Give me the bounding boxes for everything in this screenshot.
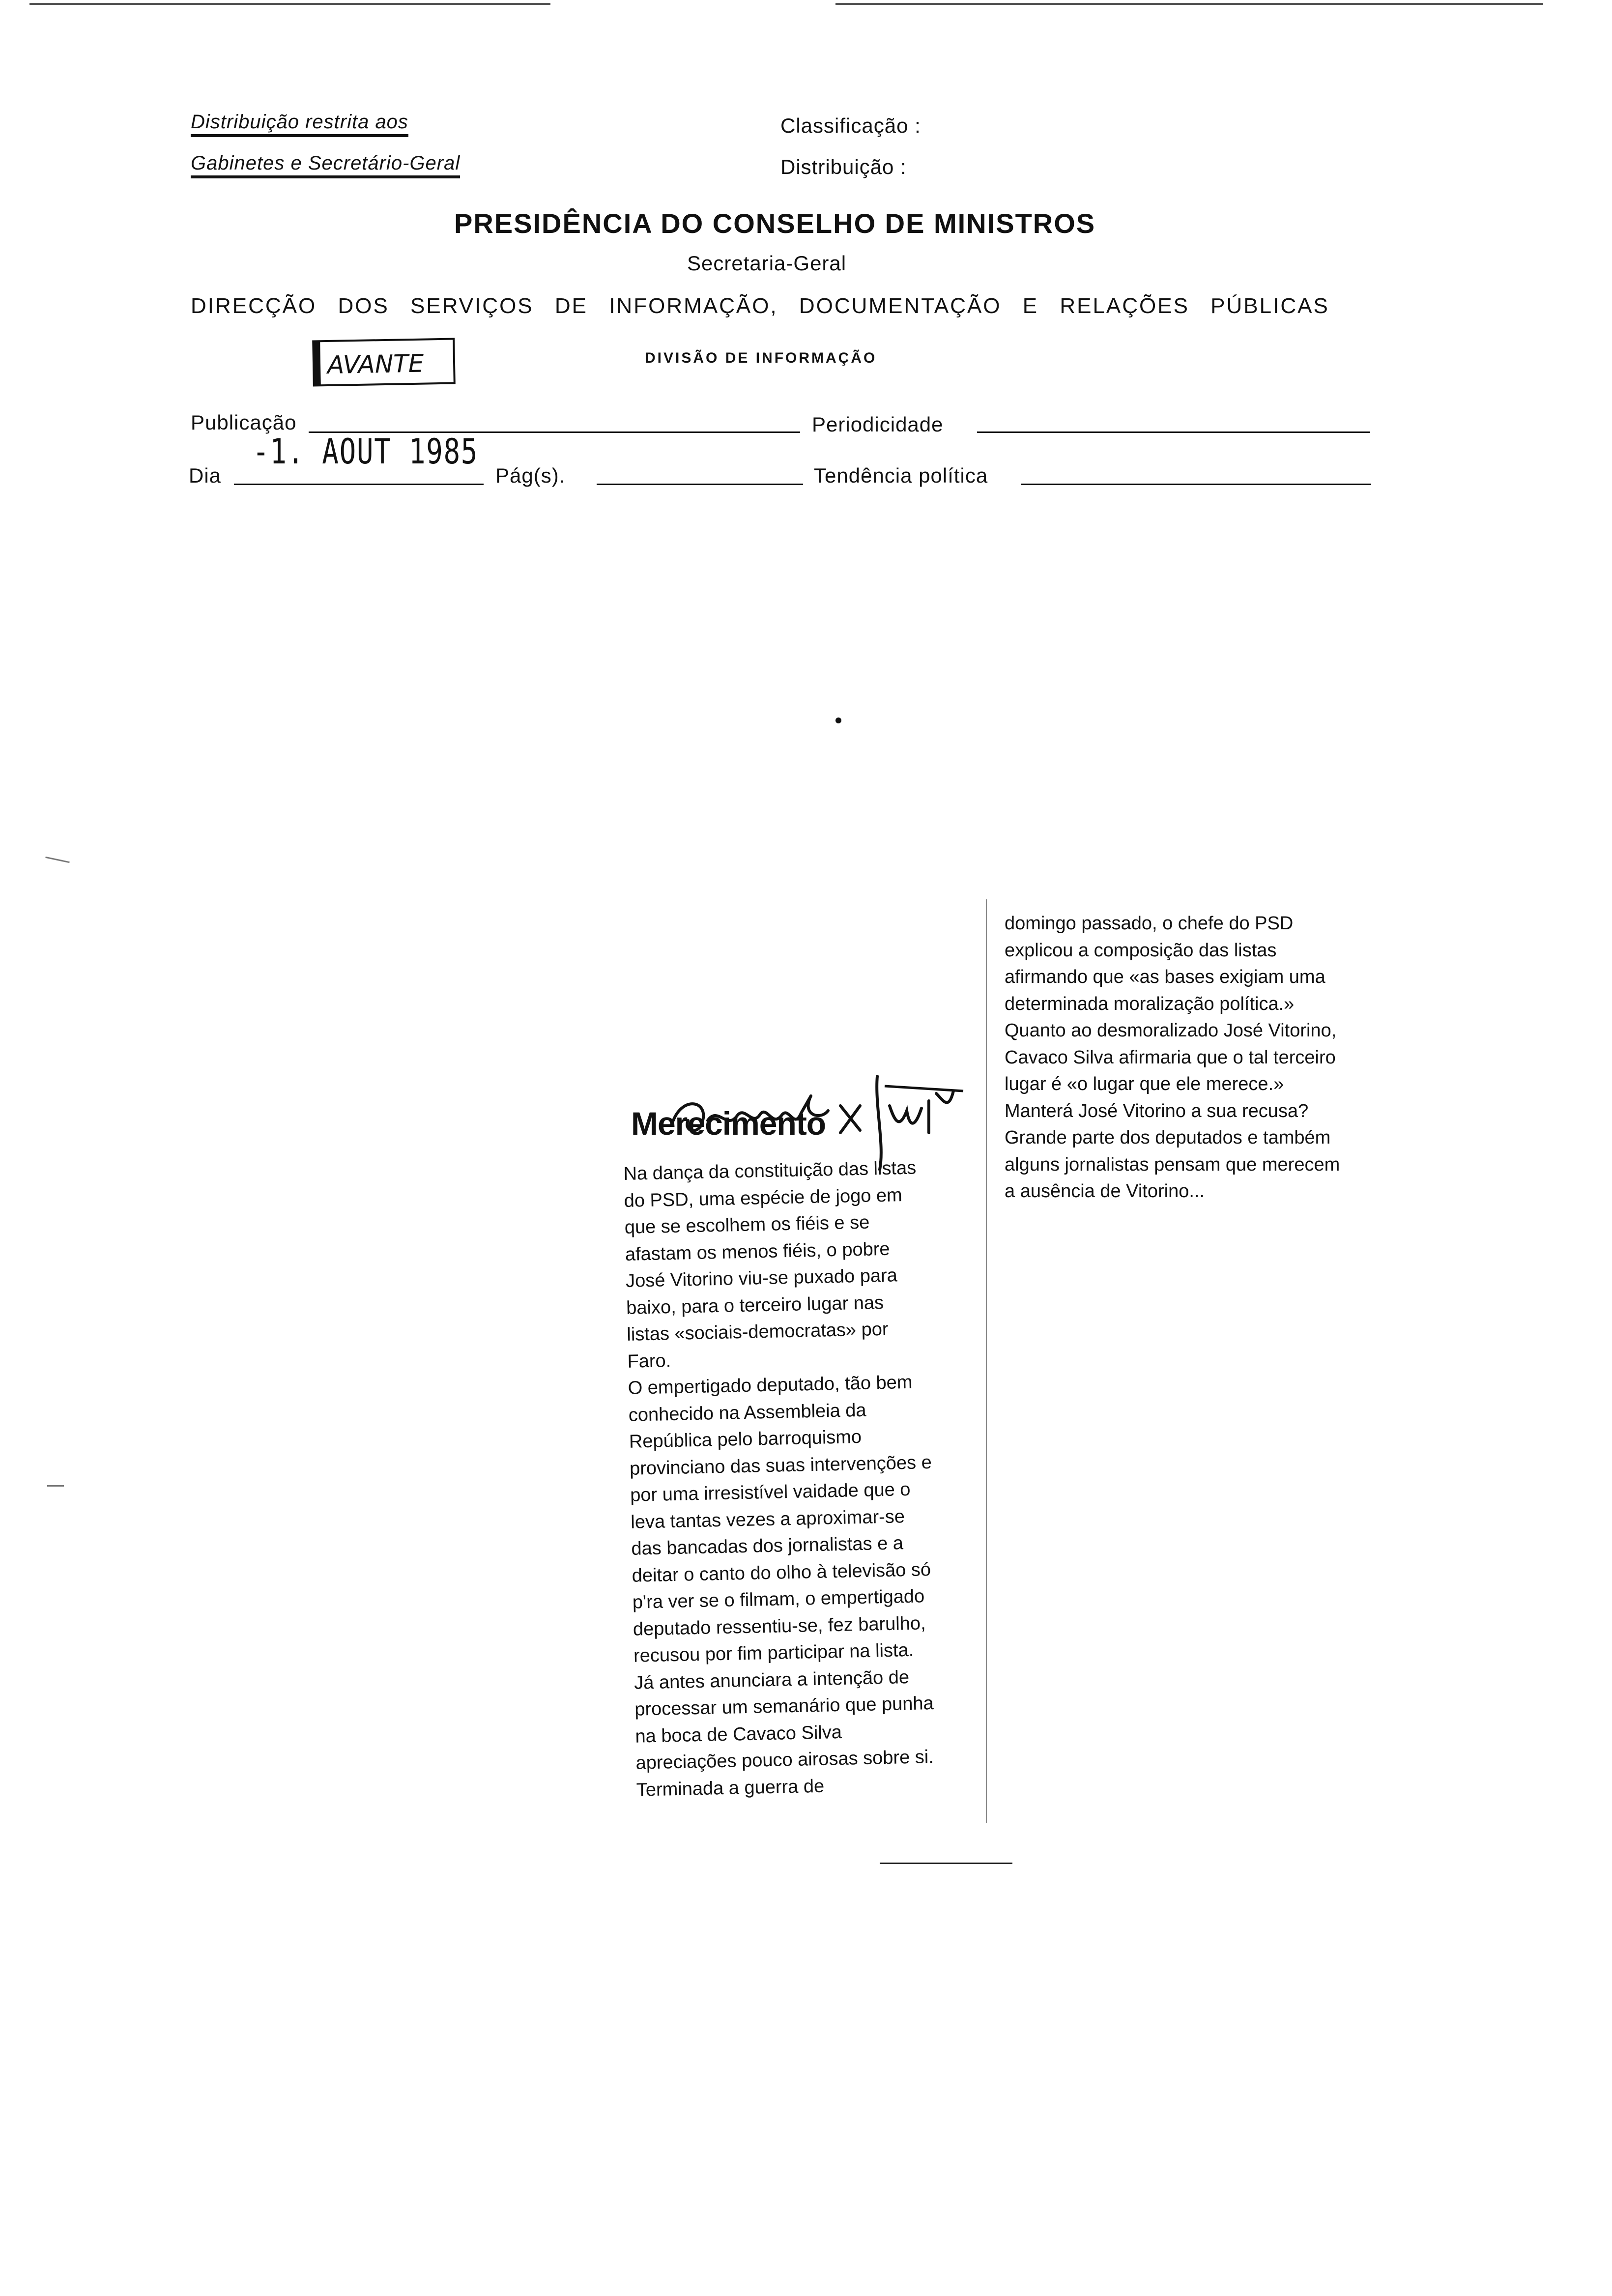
article-paragraph: Na dança da constituição das listas do PSD, uma espécie de jogo em que se escolhem os fiéis e se afastam os menos fiéis, o pobre José Vitorino viu-se puxado para baixo, para o terceiro lugar nas listas «sociais-democratas» por Faro. [623, 1157, 917, 1372]
periodicidade-rule [977, 431, 1370, 433]
tendencia-rule [1021, 484, 1371, 485]
clipping-edge-bottom [880, 1863, 1012, 1864]
article-paragraph: O empertigado deputado, tão bem conhecido na Assembleia da República pelo barroquismo provinciano das suas intervenções e por uma irresistível vaidade que o leva tantas vezes a aproximar-se das bancadas dos jornalistas e a deitar o canto do olho à televisão só p'ra ver se o filmam, o empertigado deputado ressentiu-se, fez barulho, recusou por fim participar na lista. Já antes anunciara a intenção de processar um semanário que punha na boca de Cavaco Silva apreciações pouco airosas sobre si. Terminada a guerra de [628, 1372, 934, 1801]
pags-rule [597, 484, 803, 485]
tendencia-label: Tendência política [814, 464, 988, 487]
margin-mark [45, 857, 70, 863]
classificacao-label: Classificação : [780, 114, 921, 137]
dia-date-stamp: -1. AOUT 1985 [253, 431, 479, 472]
division-label: DIVISÃO DE INFORMAÇÃO [645, 350, 877, 366]
scan-artifact-line [835, 3, 1543, 5]
org-title: PRESIDÊNCIA DO CONSELHO DE MINISTROS [454, 208, 1096, 239]
distribution-note-line1: Distribuição restrita aos [191, 111, 408, 137]
dia-label: Dia [189, 464, 222, 487]
org-subtitle: Secretaria-Geral [687, 252, 847, 275]
dot-mark [835, 718, 841, 723]
article-column-2 [1005, 910, 1344, 1205]
publicacao-label: Publicação [191, 411, 297, 434]
distribuicao-label: Distribuição : [780, 155, 907, 178]
article-paragraph: domingo passado, o chefe do PSD explicou a composição das listas afirmando que «as bases exigiam uma determinada moralização política.» Quanto ao desmoralizado José Vitorino, Cavaco Silva afirmaria que o tal terceiro lugar é «o lugar que ele merece.» Manterá José Vitorino a sua recusa? Grande parte dos deputados e também alguns jornalistas pensam que merecem a ausência de Vitorino... [1005, 913, 1340, 1202]
scan-artifact-line [29, 3, 550, 5]
distribution-note-line2: Gabinetes e Secretário-Geral [191, 152, 460, 178]
article-headline: Merecimento [631, 1105, 826, 1142]
department-line: DIRECÇÃO DOS SERVIÇOS DE INFORMAÇÃO, DOCUMENTAÇÃO E RELAÇÕES PÚBLICAS [191, 294, 1329, 318]
pags-label: Pág(s). [495, 464, 566, 487]
column-divider [986, 899, 987, 1823]
article-column-1 [623, 1154, 941, 1804]
periodicidade-label: Periodicidade [812, 413, 944, 436]
publication-stamp: AVANTE [312, 338, 456, 386]
dia-rule [234, 484, 484, 485]
margin-mark [47, 1485, 64, 1487]
